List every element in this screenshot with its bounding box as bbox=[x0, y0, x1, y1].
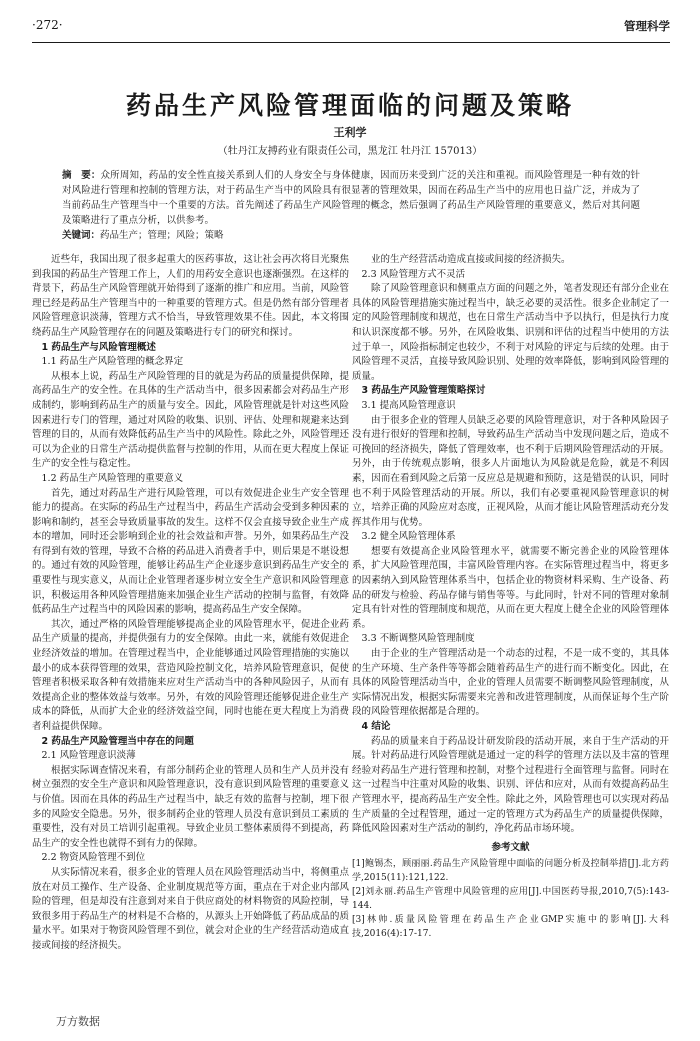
paragraph-2-1: 根据实际调查情况来看，有部分制药企业的管理人员和生产人员并没有树立强烈的安全生产意识和风险管理意识，没有意识到风险管理的重要意义与价值。因而在具体的药品生产过程当中，缺乏有效的监督与控制，埋下很多的风险安全隐患。另外，很多制药企业的管理人员没有意识到员工素质的重要性，没有对员工培训引起重视。导致企业员工整体素质得不到提高，药品生产的安全性也就得不到有力的保障。 bbox=[32, 764, 349, 849]
author-affiliation: （牡丹江友搏药业有限责任公司，黑龙江 牡丹江 157013） bbox=[217, 146, 483, 157]
continued-text: 业的生产经营活动造成直接或间接的经济损失。 bbox=[371, 254, 571, 265]
keywords-label: 关键词： bbox=[62, 230, 101, 241]
paragraph-2-3: 除了风险管理意识和侧重点方面的问题之外，笔者发现还有部分企业在具体的风险管理措施实施过程当中，缺乏必要的灵活性。很多企业制定了一定的风险管理制度和规范，也在日常生产活动当中予以执行，但是执行力度和认识深度都不够。另外，在风险收集、识别和评估的过程当中使用的方法过于单一，风险指标制定也较少，不利于对风险的评定与后续的处理。由于风险管理不灵活，直接导致风险识别、处理的效率降低，影响到风险管理的质量。 bbox=[352, 283, 669, 382]
keywords-text: 药品生产；管理；风险；策略 bbox=[100, 230, 224, 241]
paragraph-4: 药品的质量来自于药品设计研发阶段的活动开展，来自于生产活动的开展。针对药品进行风险管理就是通过一定的科学的管理方法以及丰富的管理经验对药品生产进行管理和控制，对整个过程进行全面管理与监督。同时在这一过程当中注重对风险的收集、识别、评估和应对，从而有效提高药品生产管理水平，提高药品生产安全性。除此之外，风险管理也可以实现对药品生产质量的全过程管理，通过一定的管理方式为药品生产的质量提供保障，降低风险因素对生产活动的制约，净化药品市场环境。 bbox=[352, 735, 669, 835]
page-header bbox=[32, 10, 670, 43]
paragraph-3-1: 由于很多企业的管理人员缺乏必要的风险管理意识，对于各种风险因子没有进行很好的管理和控制，导致药品生产活动当中发现问题之后，造成不可挽回的经济损失，降低了管理效率，也不利于后期风险管理活动的开展。另外，由于传统观点影响，很多人片面地认为风险就是危险，就是不利因素，因而在看到风险之后第一反应总是规避和预防，这是错误的认识，同时也不利于风险管理活动的开展。所以，我们有必要重视风险管理意识的树立，培养正确的风险应对态度，正视风险，从而才能让风险管理活动充分发挥其作用与优势。 bbox=[352, 414, 669, 528]
abstract bbox=[62, 168, 640, 228]
left-column bbox=[32, 253, 349, 1035]
subsection-heading-1-1: 1.1 药品生产风险管理的概念界定 bbox=[41, 356, 184, 368]
page-number: ·272· bbox=[32, 18, 63, 32]
reference-item: [3]林帅.质量风险管理在药品生产企业GMP实施中的影响[J].大科技,2016(4):17-17. bbox=[352, 915, 669, 940]
article-title: 药品生产风险管理面临的问题及策略 bbox=[125, 91, 574, 120]
intro-paragraph: 近些年，我国出现了很多起重大的医药事故，这让社会再次将目光聚焦到我国的药品生产管理工作上，人们的用药安全意识也逐渐强烈。在这样的背景下，药品生产风险管理就开始得到了逐渐的推广和应用。当前，风险管理已经是药品生产管理当中的一种重要的管理方式。但是仍然有部分管理者风险管理意识淡薄，管理方式不恰当，导致管理效果不佳。因此，本文将围绕药品生产风险管理存在的问题及策略进行专门的研究和探讨。 bbox=[32, 254, 349, 338]
subsection-heading-3-3: 3.3 不断调整风险管理制度 bbox=[361, 633, 475, 645]
subsection-heading-2-3: 2.3 风险管理方式不灵活 bbox=[361, 268, 466, 280]
subsection-heading-2-1: 2.1 风险管理意识淡薄 bbox=[41, 750, 136, 762]
section-heading-1: 1 药品生产与风险管理概述 bbox=[41, 341, 156, 353]
abstract-label: 摘 要： bbox=[62, 170, 101, 181]
abstract-text: 众所周知，药品的安全性直接关系到人们的人身安全与身体健康，因而历来受到广泛的关注和重视。而风险管理是一种有效的针对风险进行管理和控制的管理方法，对于药品生产当中的风险具有很显著的管理效果，因而在药品生产当中的应用也日益广泛，并成为了当前药品生产管理当中一个重要的方法。首先阐述了药品生产风险管理的概念，然后强调了药品生产风险管理的重要意义，然后对其问题及策略进行了重点分析，以供参考。 bbox=[62, 170, 640, 226]
subsection-heading-2-2: 2.2 物资风险管理不到位 bbox=[41, 852, 146, 864]
section-heading-4: 4 结论 bbox=[361, 721, 391, 732]
section-heading-2: 2 药品生产风险管理当中存在的问题 bbox=[41, 735, 194, 747]
paragraph-1-2a: 首先，通过对药品生产进行风险管理，可以有效促进企业生产安全管理能力的提高。在实际的药品生产过程当中，药品生产活动会受到多种因素的影响和制约，甚至会导致质量事故的发生。这样不仅会直接导致企业生产成本的增加，同时还会影响到企业的社会效益和声誉。另外，如果药品生产没有得到有效的管理，导致不合格的药品进入消费者手中，则后果是不堪设想的。通过有效的风险管理，能够让药品生产企业逐步意识到药品生产安全的重要性与现实意义，从而让企业管理者逐步树立安全生产意识和风险管理意识，积极运用各种风险管理措施来加强企业生产活动的控制与监督，有效降低药品生产过程当中的风险因素的影响，提高药品生产安全保障。 bbox=[32, 487, 349, 616]
subsection-heading-3-1: 3.1 提高风险管理意识 bbox=[361, 399, 456, 411]
subsection-heading-1-2: 1.2 药品生产风险管理的重要意义 bbox=[41, 472, 184, 484]
reference-item: [2]刘永丽.药品生产管理中风险管理的应用[J].中国医药导报,2010,7(5):143-144. bbox=[352, 887, 669, 912]
journal-section: 管理科学 bbox=[624, 19, 670, 33]
paragraph-1-2b: 其次，通过严格的风险管理能够提高企业的风险管理水平，促进企业药品生产质量的提高，并提供强有力的安全保障。由此一来，就能有效促进企业经济效益的增加。在管理过程当中，企业能够通过风险管理措施的实施以最小的成本获得管理的效果，营造风险控制文化，培养风险管理意识，促使管理者积极采取各种有效措施来应对生产活动当中的各种风险因子，从而有效提高企业的整体效益与效率。另外，有效的风险管理还能够促进企业生产成本的降低，从而扩大企业的经济效益空间，同时也能在更大程度上为消费者利益提供保障。 bbox=[32, 618, 349, 732]
keywords bbox=[62, 227, 640, 241]
subsection-heading-3-2: 3.2 健全风险管理体系 bbox=[361, 531, 456, 543]
references-heading: 参考文献 bbox=[491, 841, 530, 853]
source-watermark: 万方数据 bbox=[56, 1015, 100, 1028]
reference-item: [1]鲍锡杰，顾丽丽.药品生产风险管理中面临的问题分析及控制举措[J].北方药学,2015(11):121,122. bbox=[352, 859, 669, 884]
paragraph-3-2: 想要有效提高企业风险管理水平，就需要不断完善企业的风险管理体系，扩大风险管理范围，丰富风险管理内容。在实际管理过程当中，将更多的因素纳入到风险管理体系当中，包括企业的物资材料采购、生产设备、药品的研发与检验、药品存储与销售等等。与此同时，针对不同的管理对象制定具有针对性的管理制度和规范，从而在更大程度上健全企业的风险管理体系。 bbox=[352, 545, 669, 630]
paragraph-2-2: 从实际情况来看，很多企业的管理人员在风险管理活动当中，将侧重点放在对员工操作、生产设备、企业制度规范等方面，重点在于对企业内部风险的管理，但是却没有注意到对来自于供应商处的材料物资的风险控制，导致很多用于药品生产的材料是不合格的，从源头上开始降低了药品成品的质量水平。如果对于物资风险管理不到位，就会对企业的生产经营活动造成直接或间接的经济损失。 bbox=[32, 866, 349, 951]
paragraph-3-3: 由于企业的生产管理活动是一个动态的过程，不是一成不变的，其具体的生产环境、生产条件等等都会随着药品生产的进行而不断变化。因此，在具体的风险管理活动当中，企业的管理人员需要不断调整风险管理制度，从实际情况出发，根据实际需要来完善和改进管理制度，从而保证每个生产阶段的风险管理依据都是合理的。 bbox=[352, 648, 669, 718]
author-name: 王利学 bbox=[333, 126, 367, 139]
right-column bbox=[352, 253, 669, 941]
paragraph-1-1: 从根本上说，药品生产风险管理的目的就是为药品的质量提供保障，提高药品生产的安全性。在具体的生产活动当中，很多因素都会对药品生产形成制约，影响到药品生产的质量与安全。因此，风险管理就是针对这些风险因素进行专门的管理，通过对风险的收集、识别、评估、处理和规避来达到管理的目的，从而有效降低药品生产当中的风险性。除此之外，风险管理还可以为企业的日常生产活动提供监督与控制的作用，从而在更大程度上保证生产的安全性与稳定性。 bbox=[32, 370, 349, 470]
section-heading-3: 3 药品生产风险管理策略探讨 bbox=[361, 385, 486, 397]
